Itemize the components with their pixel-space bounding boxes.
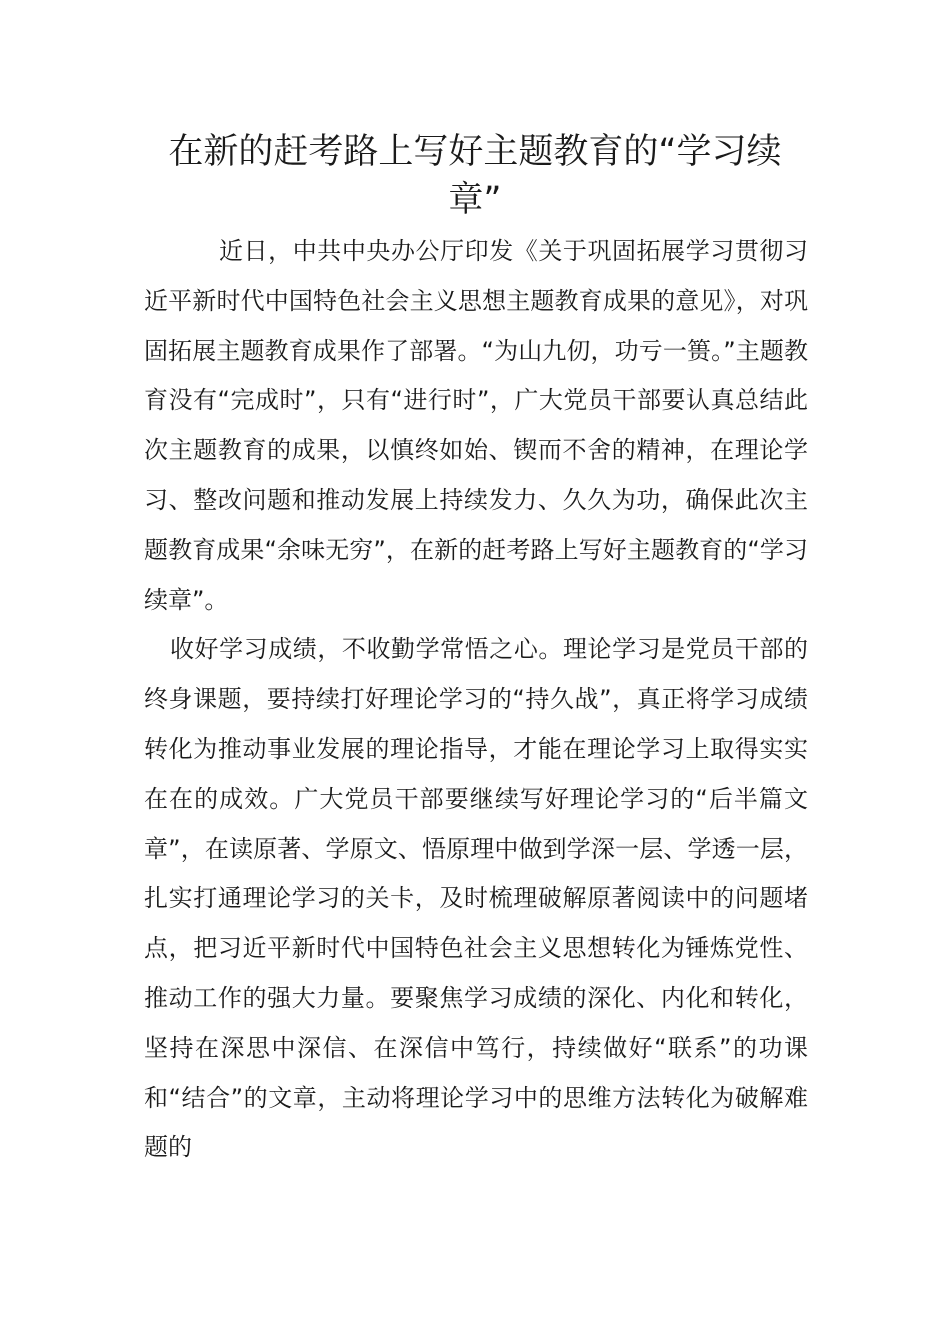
paragraph-study: 收好学习成绩，不收勤学常悟之心。理论学习是党员干部的终身课题，要持续打好理论学习的“持久战”，真正将学习成绩转化为推动事业发展的理论指导，才能在理论学习上取得实实在在的成效。广大党员干部要继续写好理论学习的“后半篇文章”，在读原著、学原文、悟原理中做到学深一层、学透一层，扎实打通理论学习的关卡，及时梳理破解原著阅读中的问题堵点，把习近平新时代中国特色社会主义思想转化为锤炼党性、推动工作的强大力量。要聚焦学习成绩的深化、内化和转化，坚持在深思中深信、在深信中笃行，持续做好“联系”的功课和“结合”的文章，主动将理论学习中的思维方法转化为破解难题的 <box>144 635 808 1162</box>
document-body <box>144 227 808 1173</box>
paragraph-intro: 近日，中共中央办公厅印发《关于巩固拓展学习贯彻习近平新时代中国特色社会主义思想主题教育成果的意见》，对巩固拓展主题教育成果作了部署。“为山九仞，功亏一篑。”主题教育没有“完成时”，只有“进行时”，广大党员干部要认真总结此次主题教育的成果，以慎终如始、锲而不舍的精神，在理论学习、整改问题和推动发展上持续发力、久久为功，确保此次主题教育成果“余味无穷”，在新的赶考路上写好主题教育的“学习续章”。 <box>144 237 808 614</box>
document-title: 在新的赶考路上写好主题教育的“学习续章” <box>168 132 782 220</box>
